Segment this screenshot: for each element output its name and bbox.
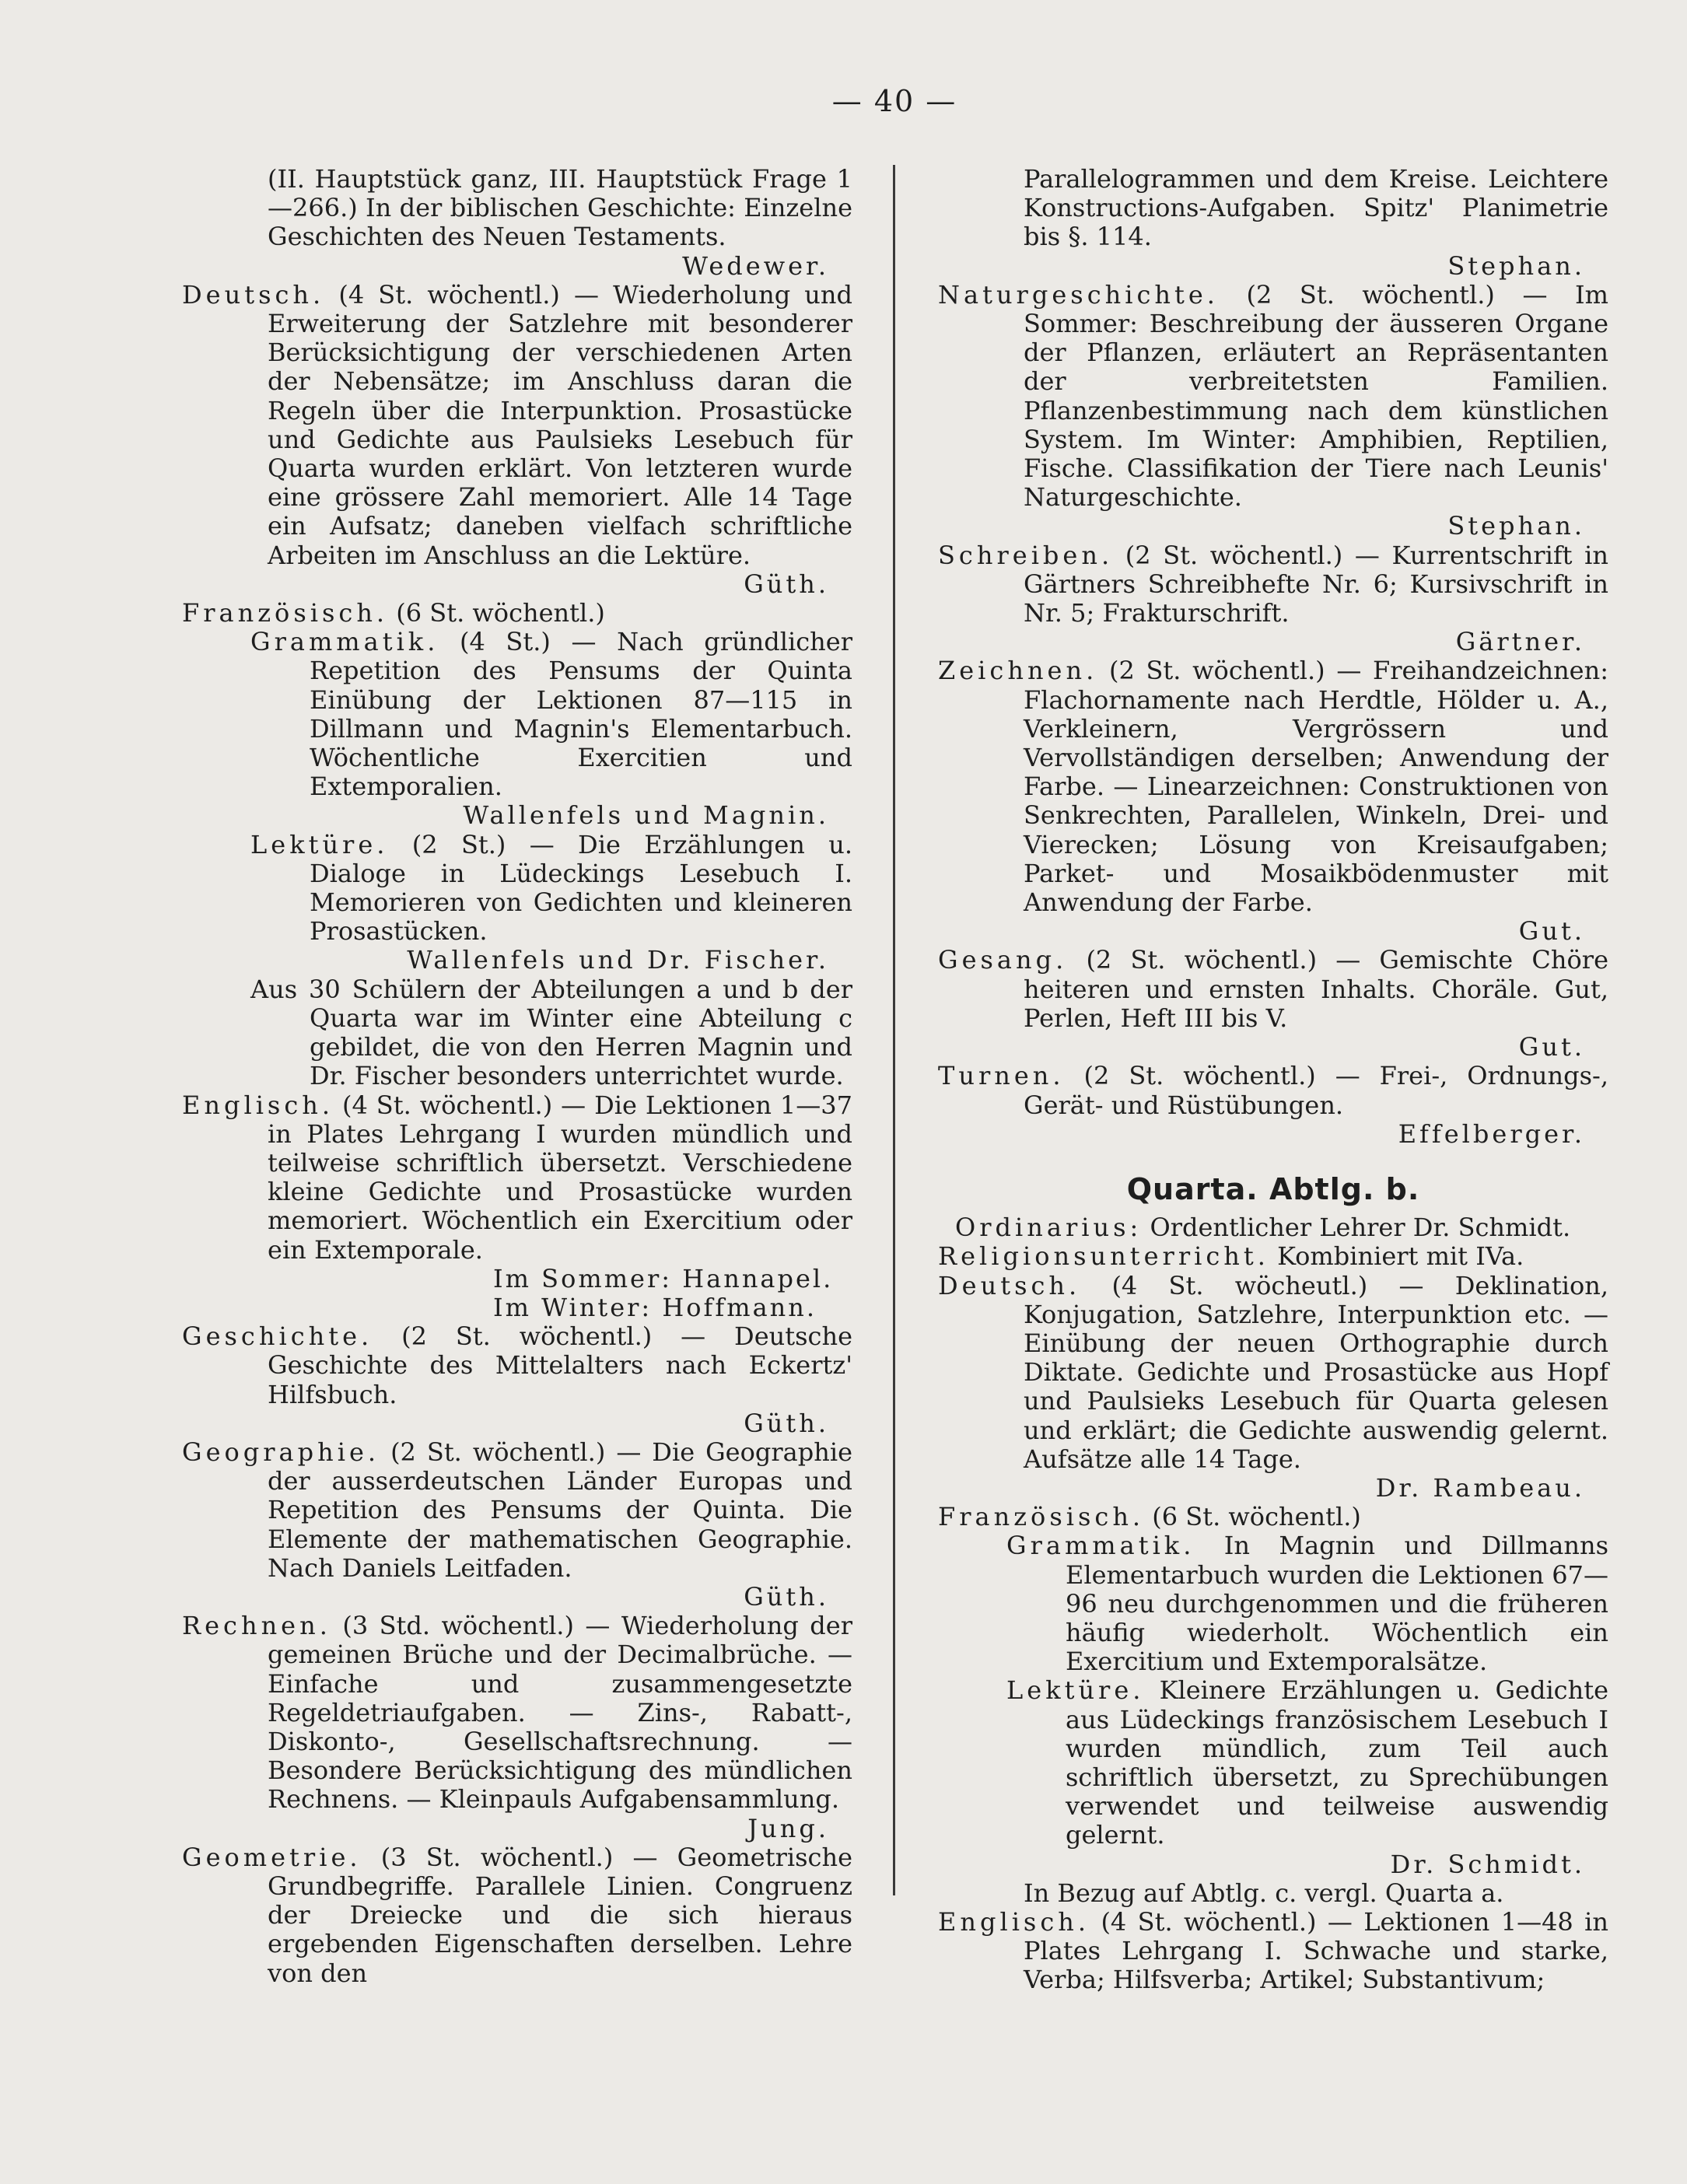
subsection-text: In Magnin und Dillmanns Elementarbuch wurden die Lektionen 67—96 neu durchgenommen und die früheren häufig wiederholt. Wöchentlich ein Exercitium und Extemporalsätze. bbox=[1066, 1531, 1609, 1677]
subject-label: Englisch. bbox=[938, 1906, 1090, 1937]
subject-text: (2 St. wöchentl.) — Gemischte Chöre heiteren und ernsten Inhalts. Choräle. Gut, Perlen, Heft III bis V. bbox=[1024, 945, 1608, 1033]
subject-label: Schreiben. bbox=[938, 540, 1114, 570]
subsection-text: (4 St.) — Nach gründlicher Repetition des Pensums der Quinta Einübung der Lektionen 87—115 in Dillmann und Magnin's Elementarbuch. Wöchentliche Exercitien und Extemporalien. bbox=[310, 627, 853, 802]
subject-geometrie bbox=[182, 1843, 852, 1988]
religion-continuation: (II. Hauptstück ganz, III. Hauptstück Frage 1—266.) In der biblischen Geschichte: Einzelne Geschichten des Neuen Testaments. bbox=[268, 164, 852, 252]
teacher-signature: Gärtner. bbox=[1455, 627, 1585, 657]
subject-label: Geometrie. bbox=[182, 1842, 362, 1872]
subject-religion bbox=[938, 1242, 1608, 1271]
section-heading: Quarta. Abtlg. b. bbox=[1126, 1171, 1420, 1206]
right-column bbox=[938, 165, 1608, 1995]
subject-label: Deutsch. bbox=[938, 1270, 1081, 1300]
teacher-signature: Güth. bbox=[744, 1408, 829, 1438]
subject-label: Religionsunterricht. bbox=[938, 1241, 1269, 1272]
teacher-signature: Gut. bbox=[1518, 916, 1585, 947]
subject-englisch bbox=[182, 1091, 852, 1265]
note-abteilung-c: Aus 30 Schülern der Abteilungen a und b der Quarta war im Winter eine Abteilung c gebildet, die von den Herren Magnin und Dr. Fischer besonders unterrichtet wurde. bbox=[250, 974, 852, 1091]
subject-franzoesisch bbox=[938, 1503, 1608, 1531]
teacher-signature: Güth. bbox=[744, 569, 829, 599]
teacher-signature: Effelberger. bbox=[1398, 1118, 1585, 1149]
subject-zeichnen bbox=[938, 656, 1608, 917]
teacher-signature: Wedewer. bbox=[682, 250, 829, 281]
subject-text: (2 St. wöchentl.) — Im Sommer: Beschreibung der äusseren Organe der Pflanzen, erläutert an Repräsentanten der verbreitetsten Familien. Pflanzenbestimmung nach dem künstlichen System. Im Winter: Amphibien, Reptilien, Fische. Classifikation der Tiere nach Leunis' Naturgeschichte. bbox=[1024, 279, 1609, 513]
subject-franzoesisch bbox=[182, 599, 852, 628]
teacher-signature: Stephan. bbox=[1447, 250, 1585, 281]
teacher-summer: Im Sommer: Hannapel. bbox=[493, 1263, 834, 1293]
teacher-signature: Güth. bbox=[744, 1581, 829, 1612]
teacher-signature: Dr. Schmidt. bbox=[1390, 1849, 1585, 1879]
subject-text: (6 St. wöchentl.) bbox=[396, 598, 605, 628]
subject-text: Kombiniert mit IVa. bbox=[1277, 1241, 1524, 1272]
subject-label: Zeichnen. bbox=[938, 656, 1098, 686]
subject-geographie bbox=[182, 1438, 852, 1583]
subsection-text: Kleinere Erzählungen u. Gedichte aus Lüdeckings französischem Lesebuch I wurden mündlich, zum Teil auch schriftlich übersetzt, zu Sprechübungen verwendet und teilweise auswendig gelernt. bbox=[1066, 1675, 1608, 1850]
teacher-signature: Wallenfels und Magnin. bbox=[463, 800, 829, 831]
subject-text: (4 St. wöchentl.) — Die Lektionen 1—37 in Plates Lehrgang I wurden mündlich und teilweise schriftlich übersetzt. Verschiedene kleine Gedichte und Prosastücke wurden memoriert. Wöchentlich ein Exercitium oder ein Extemporale. bbox=[268, 1090, 852, 1265]
subject-text: (2 St. wöchentl.) — Kurrentschrift in Gärtners Schreibhefte Nr. 6; Kursivschrift in Nr. 5; Frakturschrift. bbox=[1024, 540, 1608, 628]
subject-label: Französisch. bbox=[938, 1502, 1145, 1532]
subject-text: (2 St. wöchentl.) — Die Geographie der ausserdeutschen Länder Europas und Repetition des Pensums der Quinta. Die Elemente der mathematischen Geographie. Nach Daniels Leitfaden. bbox=[268, 1437, 853, 1583]
page-number: — 40 — bbox=[831, 84, 957, 118]
subject-label: Naturgeschichte. bbox=[938, 279, 1219, 310]
subject-schreiben bbox=[938, 541, 1608, 628]
subject-label: Geschichte. bbox=[182, 1321, 373, 1352]
left-column bbox=[182, 165, 852, 1988]
subsection-grammatik bbox=[182, 628, 852, 801]
subject-label: Rechnen. bbox=[182, 1611, 331, 1641]
subject-text: (2 St. wöchentl.) — Freihandzeichnen: Flachornamente nach Herdtle, Hölder u. A., Verkleinern, Vergrössern und Vervollständigen derselben; Anwendung der Farbe. — Linearzeichnen: Construktionen von Senkrechten, Parallelen, Winkeln, Drei- und Vierecken; Lösung von Kreisaufgaben; Parket- und Mosaikbödenmuster mit Anwendung der Farbe. bbox=[1024, 656, 1609, 918]
teacher-signature: Wallenfels und Dr. Fischer. bbox=[407, 945, 829, 975]
teacher-signature: Gut. bbox=[1518, 1032, 1585, 1062]
subsection-label: Lektüre. bbox=[1006, 1675, 1145, 1706]
subject-deutsch bbox=[938, 1272, 1608, 1474]
subject-gesang bbox=[938, 946, 1608, 1033]
subject-text: (4 St. wöcheutl.) — Deklination, Konjugation, Satzlehre, Interpunktion etc. — Einübung der neuen Orthographie durch Diktate. Gedichte und Prosastücke aus Hopf und Paulsieks Lesebuch für Quarta gelesen und erklärt; die Gedichte auswendig gelernt. Aufsätze alle 14 Tage. bbox=[1024, 1270, 1608, 1474]
subject-label: Englisch. bbox=[182, 1090, 334, 1120]
subject-rechnen bbox=[182, 1612, 852, 1814]
geometrie-continuation: Parallelogrammen und dem Kreise. Leichtere Konstructions-Aufgaben. Spitz' Planimetrie bis §. 114. bbox=[1024, 164, 1608, 252]
subject-text: (4 St. wöchentl.) — Wiederholung und Erweiterung der Satzlehre mit besonderer Berücksichtigung der verschiedenen Arten der Nebensätze; im Anschluss daran die Regeln über die Interpunktion. Prosastücke und Gedichte aus Paulsieks Lesebuch für Quarta wurden erklärt. Von letzteren wurde eine grössere Zahl memoriert. Alle 14 Tage ein Aufsatz; daneben vielfach schriftliche Arbeiten im Anschluss an die Lektüre. bbox=[268, 279, 853, 570]
subject-label: Geographie. bbox=[182, 1437, 380, 1467]
column-divider bbox=[893, 165, 895, 1895]
subject-label: Gesang. bbox=[938, 945, 1068, 975]
subject-text: (3 Std. wöchentl.) — Wiederholung der gemeinen Brüche und der Decimalbrüche. — Einfache und zusammengesetzte Regeldetriaufgaben. — Zins-, Rabatt-, Diskonto-, Gesellschaftsrechnung. — Besondere Berücksichtigung des mündlichen Rechnens. — Kleinpauls Aufgabensammlung. bbox=[268, 1611, 853, 1815]
subject-text: (6 St. wöchentl.) bbox=[1152, 1502, 1361, 1532]
subject-text: (4 St. wöchentl.) — Lektionen 1—48 in Plates Lehrgang I. Schwache und starke, Verba; Hilfsverba; Artikel; Substantivum; bbox=[1024, 1906, 1609, 1995]
subject-text: (3 St. wöchentl.) — Geometrische Grundbegriffe. Parallele Linien. Congruenz der Dreiecke und die sich hieraus ergebenden Eigenschaften derselben. Lehre von den bbox=[268, 1842, 853, 1988]
subject-text: (2 St. wöchentl.) — Frei-, Ordnungs-, Gerät- und Rüstübungen. bbox=[1024, 1061, 1609, 1120]
subject-geschichte bbox=[182, 1322, 852, 1409]
note-abteilung-c: In Bezug auf Abtlg. c. vergl. Quarta a. bbox=[1024, 1878, 1504, 1908]
subject-label: Französisch. bbox=[182, 598, 389, 628]
subject-englisch bbox=[938, 1908, 1608, 1995]
teacher-signature: Jung. bbox=[747, 1813, 829, 1843]
subject-label: Turnen. bbox=[938, 1061, 1065, 1091]
subject-text: (2 St. wöchentl.) — Deutsche Geschichte des Mittelalters nach Eckertz' Hilfsbuch. bbox=[268, 1321, 853, 1409]
teacher-winter: Im Winter: Hoffmann. bbox=[493, 1292, 817, 1322]
teacher-signature: Stephan. bbox=[1447, 511, 1585, 541]
subject-naturgeschichte bbox=[938, 281, 1608, 513]
subsection-label: Grammatik. bbox=[250, 627, 439, 657]
subject-turnen bbox=[938, 1062, 1608, 1119]
subsection-grammatik bbox=[938, 1531, 1608, 1676]
subsection-lektuere bbox=[182, 831, 852, 947]
subsection-label: Lektüre. bbox=[250, 829, 389, 859]
ordinarius-line bbox=[938, 1213, 1608, 1242]
teacher-signature: Dr. Rambeau. bbox=[1375, 1472, 1585, 1503]
subsection-text: (2 St.) — Die Erzählungen u. Dialoge in Lüdeckings Lesebuch I. Memorieren von Gedichten und kleineren Prosastücken. bbox=[310, 829, 852, 947]
subject-deutsch bbox=[182, 281, 852, 570]
subject-label: Deutsch. bbox=[182, 279, 325, 310]
ordinarius-text: Ordentlicher Lehrer Dr. Schmidt. bbox=[1150, 1213, 1571, 1243]
subsection-lektuere bbox=[938, 1676, 1608, 1850]
ordinarius-label: Ordinarius: bbox=[955, 1213, 1143, 1243]
subsection-label: Grammatik. bbox=[1006, 1531, 1195, 1561]
